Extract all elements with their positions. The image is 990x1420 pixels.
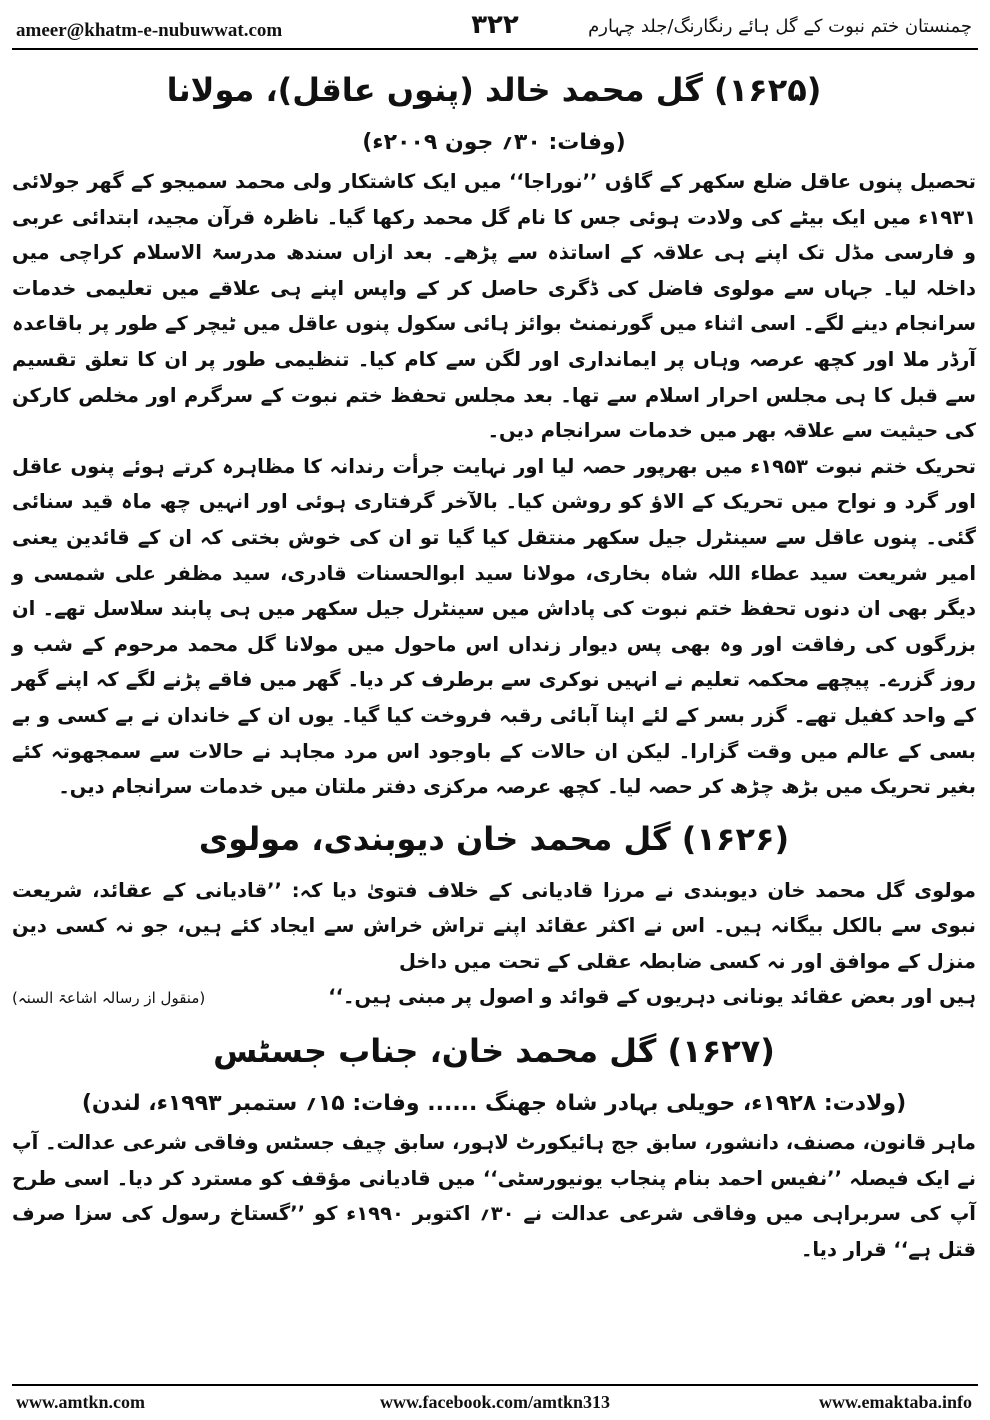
entry-paragraph-1626: مولوی گل محمد خان دیوبندی نے مرزا قادیانی کے خلاف فتویٰ دیا کہ: ’’قادیانی کے عقائد، شریعت نبوی سے بالکل بیگانہ ہیں۔ اس نے اکثر عقائد اپنے تراش خراش سے ایجاد کئے ہیں، جو نہ کسی دین منزل کے موافق اور نہ کسی ضابطہ عقلی کے تحت میں داخل	[12, 878, 976, 973]
book-title: چمنستان ختم نبوت کے گل ہائے رنگارنگ/جلد چہارم	[588, 16, 972, 37]
entry-quote-ending: ہیں اور بعض عقائد یونانی دہریوں کے قوائد و اصول پر مبنی ہیں۔‘‘	[328, 985, 976, 1009]
entry-quote-ending-row	[12, 979, 976, 1017]
page-content	[12, 62, 976, 1267]
header-email: ameer@khatm-e-nubuwwat.com	[16, 20, 283, 41]
entry-citation: (منقول از رسالہ اشاعۃ السنہ)	[12, 989, 206, 1008]
entry-dates-1627: (ولادت: ۱۹۲۸ء، حویلی بہادر شاہ جھنگ ...... وفات: ۱۵؍ ستمبر ۱۹۹۳ء، لندن)	[81, 1091, 907, 1117]
entry-paragraph-1625-2: تحریک ختم نبوت ۱۹۵۳ء میں بھرپور حصہ لیا اور نہایت جرأت رندانہ کا مظاہرہ کرتے ہوئے پنوں عاقل اور گرد و نواح میں تحریک کے الاؤ کو روشن کیا۔ بالآخر گرفتاری ہوئی اور انہیں چھ ماہ قید سنائی گئی۔ پنوں عاقل سے سینٹرل جیل سکھر منتقل کیا گیا تو ان کی خوش بختی کہ ان کے قائدین یعنی امیر شریعت سید عطاء اللہ شاہ بخاری، مولانا سید ابوالحسنات قادری، سید مظفر علی شمسی و دیگر بھی ان دنوں تحفظ ختم نبوت کی پاداش میں سینٹرل جیل سکھر میں ہی پابند سلاسل تھے۔ ان بزرگوں کی رفاقت اور وہ بھی پس دیوار زنداں اس ماحول میں مولانا گل محمد مرحوم کے شب و روز گزرے۔ پیچھے محکمہ تعلیم نے انہیں نوکری سے برطرف کر دیا۔ گھر میں فاقے پڑنے لگے کہ اپنے گھر کے واحد کفیل تھے۔ گزر بسر کے لئے اپنا آبائی رقبہ فروخت کیا گیا۔ یوں ان کے خاندان نے بے کسی و بے بسی کے عالم میں وقت گزارا۔ لیکن ان حالات کے باوجود اس مرد مجاہد نے حالات سے سمجھوتہ کئے بغیر تحریک میں بڑھ چڑھ کر حصہ لیا۔ کچھ عرصہ مرکزی دفتر ملتان میں خدمات سرانجام دیں۔	[12, 454, 976, 799]
header-rule	[12, 48, 978, 50]
footer-link-left[interactable]: www.amtkn.com	[16, 1392, 145, 1412]
footer-link-right[interactable]: www.emaktaba.info	[818, 1392, 972, 1412]
footer-rule	[12, 1384, 978, 1386]
entry-heading-1627: (۱۶۲۷) گل محمد خان، جناب جسٹس	[213, 1032, 775, 1071]
page-footer	[12, 1390, 978, 1416]
entry-heading-1626: (۱۶۲۶) گل محمد خان دیوبندی، مولوی	[198, 819, 790, 858]
entry-paragraph-1625-1: تحصیل پنوں عاقل ضلع سکھر کے گاؤں ’’نوراجا‘‘ میں ایک کاشتکار ولی محمد سمیجو کے گھر جولائی ۱۹۳۱ء میں ایک بیٹے کی ولادت ہوئی جس کا نام گل محمد رکھا گیا۔ ناظرہ قرآن مجید، ابتدائی عربی و فارسی مڈل تک اپنے ہی علاقہ کے اساتذہ سے پڑھے۔ بعد ازاں سندھ مدرسۃ الاسلام کراچی میں داخلہ لیا۔ جہاں سے مولوی فاضل کی ڈگری حاصل کر کے واپس اپنے ہی علاقے میں تعلیمی خدمات سرانجام دینے لگے۔ اسی اثناء میں گورنمنٹ بوائز ہائی سکول پنوں عاقل میں ٹیچر کے طور پر باقاعدہ آرڈر ملا اور کچھ عرصہ وہاں پر ایمانداری اور لگن سے کام کیا۔ تنظیمی طور پر ان کا تعلق تقسیم سے قبل کا ہی مجلس احرار اسلام سے تھا۔ بعد مجلس تحفظ ختم نبوت کے سرگرم اور مخلص کارکن کی حیثیت سے علاقہ بھر میں خدمات سرانجام دیں۔	[12, 170, 976, 443]
entry-paragraph-1627: ماہر قانون، مصنف، دانشور، سابق جج ہائیکورٹ لاہور، سابق چیف جسٹس وفاقی شرعی عدالت۔ آپ نے ایک فیصلہ ’’نفیس احمد بنام پنجاب یونیورسٹی‘‘ میں قادیانی مؤقف کو مسترد کر دیا۔ اسی طرح آپ کی سربراہی میں وفاقی شرعی عدالت نے ۳۰؍ اکتوبر ۱۹۹۰ء کو ’’گستاخ رسول کی سزا صرف قتل ہے‘‘ قرار دیا۔	[12, 1131, 976, 1261]
entry-dates-1625: (وفات: ۳۰؍ جون ۲۰۰۹ء)	[362, 130, 626, 155]
entry-heading-1625: (۱۶۲۵) گل محمد خالد (پنوں عاقل)، مولانا	[166, 71, 822, 109]
page-number: ۳۲۲	[471, 10, 519, 40]
footer-link-center[interactable]: www.facebook.com/amtkn313	[380, 1392, 610, 1412]
page-header	[12, 6, 978, 48]
